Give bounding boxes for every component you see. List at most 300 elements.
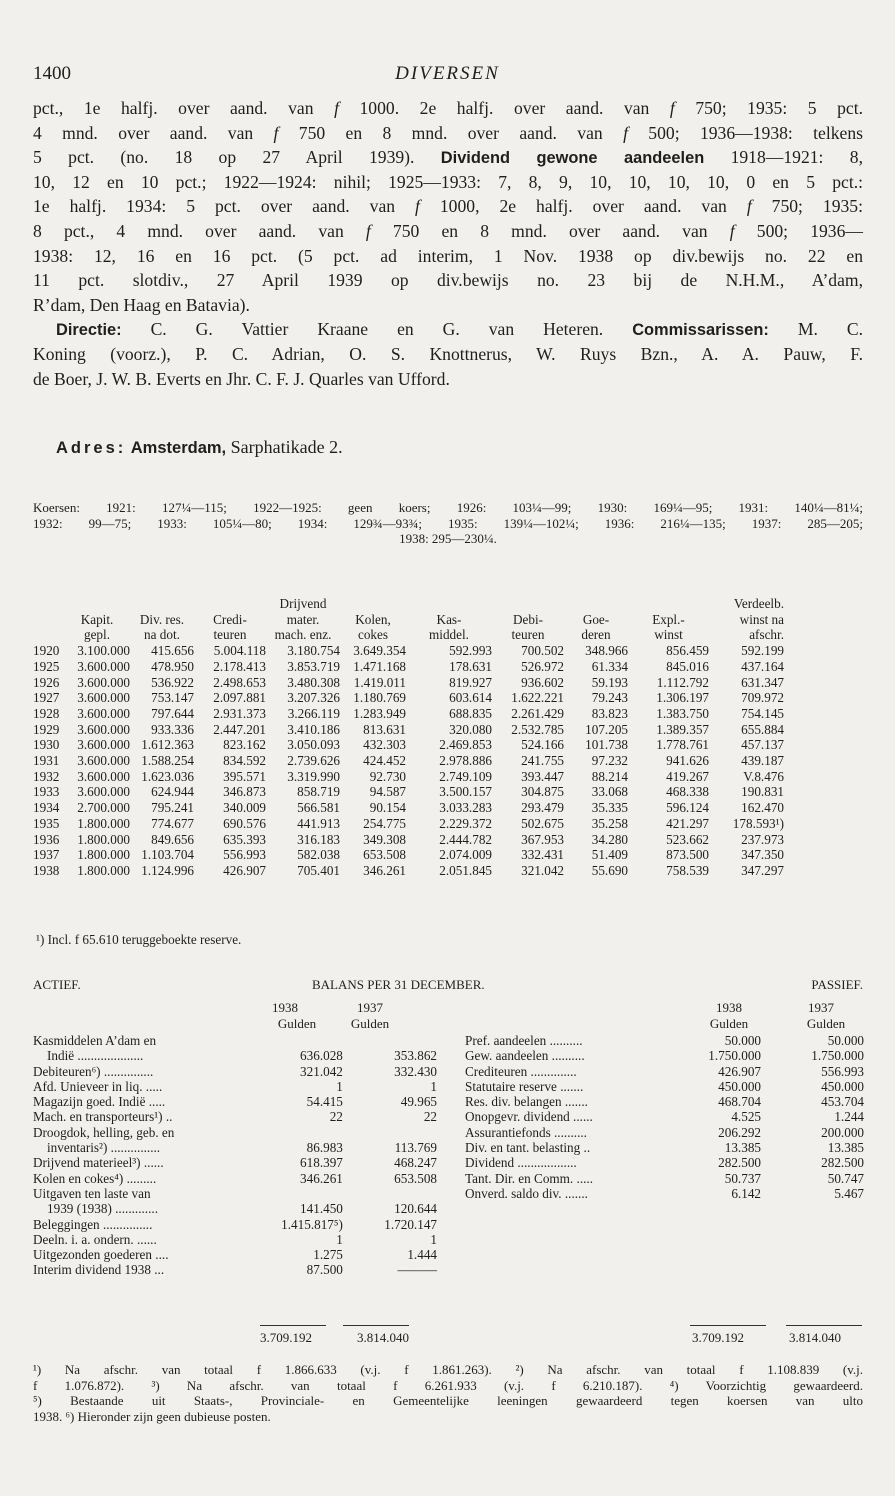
florin-sign: f [669,98,675,118]
table-cell: 3.600.000 [77,784,130,800]
table-cell: 1.103.704 [141,847,194,863]
text-run: 1000. 2e halfj. over aand. van [338,98,670,118]
table-cell: 3.266.119 [287,705,340,721]
table-cell: 856.459 [666,643,709,659]
table-cell: 705.401 [297,862,340,878]
passief-unit-1938: Gulden [709,1016,749,1031]
table-cell: 241.755 [521,753,564,769]
balance-row [33,1033,437,1048]
balance-row [33,1064,437,1079]
address-city: Amsterdam, [130,439,227,457]
balance-row [33,1171,437,1186]
balance-row [465,1033,864,1048]
balance-item-label: Indië .................... [47,1048,144,1064]
table-cell: V.8.476 [743,768,784,784]
table-cell: 3.319.990 [287,768,340,784]
column-header [64,596,130,612]
table-cell: 478.950 [151,658,194,674]
address-street: Sarphatikade 2. [230,437,343,457]
column-header: middel. [429,627,469,643]
table-cell: 1.612.363 [141,737,194,753]
table-row [33,863,784,879]
balance-row [465,1186,864,1201]
balance-item-value: 50.000 [827,1033,864,1048]
column-header [33,612,64,628]
table-cell: 566.581 [297,800,340,816]
balance-item-value: 321.042 [300,1063,343,1079]
balance-item-label: Drijvend materieel³) ...... [33,1155,164,1171]
table-cell: 3.033.283 [439,800,492,816]
body-line [33,194,863,219]
actief-year-1938: 1938 [272,1000,298,1015]
table-cell: 3.410.186 [287,721,340,737]
balans-footnote-line: f 1.076.872). ³) Na afschr. van totaal f 6.261.933 (v.j. f 6.210.187). ⁴) Voorzichtig gewaardeerd. [33,1377,863,1393]
balance-item-label: 1939 (1938) ............. [47,1201,158,1217]
balance-item-value: 206.292 [718,1124,761,1140]
table-cell: 340.009 [223,800,266,816]
actief-total-1938: 3.709.192 [260,1330,312,1345]
balance-item-value: 50.737 [724,1170,761,1186]
actief-list [33,1033,435,1278]
table-cell: 2.229.372 [439,815,492,831]
balance-item-label: Kolen en cokes⁴) ......... [33,1170,157,1186]
table-cell: 293.479 [521,800,564,816]
balance-item-value: 618.397 [300,1155,343,1171]
table-row [33,706,784,722]
table-cell: 709.972 [741,690,784,706]
table-cell: 592.993 [449,643,492,659]
balance-item-label: Afd. Unieveer in liq. ..... [33,1078,163,1094]
table-cell: 1.800.000 [77,862,130,878]
balance-row [465,1048,864,1063]
table-cell: 3.100.000 [77,643,130,659]
table-cell: 1.588.254 [141,753,194,769]
column-header: na dot. [144,627,180,643]
column-header: Drijvend [279,596,327,611]
balance-item-value: 50.000 [724,1033,761,1048]
balance-item-value: ——— [397,1262,437,1278]
table-cell: 35.258 [591,815,628,831]
table-cell: 688.835 [449,705,492,721]
koersen-line: 1938: 295—230¼. [399,531,497,547]
balance-item-value: 1.415.817⁵) [281,1216,343,1232]
actief-sum-rule-1937 [343,1325,409,1326]
table-cell: 754.145 [741,705,784,721]
table-cell: 819.927 [449,674,492,690]
body-line [33,244,863,269]
table-cell: 936.602 [521,674,564,690]
column-header [33,596,64,612]
balance-item-value [343,1186,437,1201]
table-cell: 873.500 [666,847,709,863]
table-cell: 596.124 [666,800,709,816]
column-header [564,596,628,612]
table-cell: 316.183 [297,831,340,847]
table-cell: 441.913 [297,815,340,831]
florin-sign: f [334,98,339,118]
passief-label: PASSIEF. [811,977,863,992]
table-cell: 1.306.197 [656,690,709,706]
balance-item-value: 1 [336,1078,343,1094]
table-cell: 933.336 [151,721,194,737]
table-cell: 1.778.761 [656,737,709,753]
table-cell: 1.112.792 [656,674,709,690]
running-head: DIVERSEN [395,63,500,84]
column-header [130,596,194,612]
balance-item-value: 1 [430,1231,437,1247]
balance-item-value [259,1125,343,1140]
balance-item-value [259,1033,343,1048]
column-header: mater. [286,611,320,627]
year-cell: 1936 [33,831,60,847]
table-cell: 1.800.000 [77,815,130,831]
balance-item-value: 113.769 [394,1140,437,1156]
financial-table [33,596,784,879]
florin-sign: f [365,220,371,241]
page-number: 1400 [33,63,71,84]
table-cell: 162.470 [741,800,784,816]
balance-item-value: 346.261 [300,1170,343,1186]
column-header: Kas- [436,611,462,627]
balance-item-label: Gew. aandeelen .......... [465,1048,585,1064]
balance-item-label: Pref. aandeelen .......... [465,1033,583,1048]
table-cell: 3.600.000 [77,674,130,690]
table-cell: 468.338 [666,784,709,800]
balance-item-value [259,1186,343,1201]
text-run: 500; 1936—1938: telkens [627,122,863,143]
table-footnote: ¹) Incl. f 65.610 teruggeboekte reserve. [36,932,242,947]
balance-item-label: inventaris²) ............... [47,1140,161,1156]
table-cell: 624.944 [151,784,194,800]
table-cell: 556.993 [223,847,266,863]
table-cell: 845.016 [666,658,709,674]
balance-row [33,1094,437,1109]
text-run: C. G. Vattier Kraane en G. van Heteren. [121,319,633,340]
table-cell: 823.162 [223,737,266,753]
passief-sum-rule-1938 [690,1325,766,1326]
table-cell: 523.662 [666,831,709,847]
table-cell: 758.539 [666,862,709,878]
year-cell: 1938 [33,862,60,878]
passief-total-1937: 3.814.040 [789,1330,841,1345]
text-run: 4 mnd. over aand. van [33,122,274,143]
table-cell: 237.973 [741,831,784,847]
balans-footnotes [33,1362,863,1424]
text-run: 1918—1921: 8, [704,147,863,168]
table-cell: 1.622.221 [511,690,564,706]
balance-item-value: 5.467 [834,1185,864,1201]
table-row [33,753,784,769]
balance-row [33,1247,437,1262]
address-label: Adres: [56,439,127,457]
column-header [628,596,709,612]
florin-sign: f [415,196,420,217]
table-cell: 690.576 [223,815,266,831]
column-header: afschr. [749,627,784,643]
table-cell: 34.280 [591,831,628,847]
table-cell: 1.800.000 [77,831,130,847]
table-row [33,769,784,785]
table-row [33,722,784,738]
florin-sign: f [623,122,628,143]
column-header: teuren [213,627,247,643]
table-cell: 526.972 [521,658,564,674]
table-cell: 3.600.000 [77,690,130,706]
column-header: winst [654,627,683,643]
table-cell: 3.600.000 [77,737,130,753]
text-run: pct., 1e halfj. over aand. van [33,98,335,118]
balance-row [33,1155,437,1170]
passief-list [465,1033,864,1201]
table-cell: 2.498.653 [213,674,266,690]
table-cell: 1.383.750 [656,705,709,721]
balance-item-value [343,1125,437,1140]
balance-item-value: 1.275 [313,1247,343,1263]
table-cell: 3.600.000 [77,721,130,737]
balance-item-label: Deeln. i. a. ondern. ...... [33,1231,157,1247]
actief-unit-1937: Gulden [350,1016,390,1031]
balance-row [465,1079,864,1094]
balance-item-value: 1.720.147 [384,1216,437,1232]
text-run: R’dam, Den Haag en Batavia). [33,294,250,315]
column-header: Kolen, [355,611,391,627]
balance-item-value: 4.525 [731,1109,761,1125]
table-cell: 178.631 [449,658,492,674]
balance-item-label: Interim dividend 1938 ... [33,1262,165,1278]
koersen-text [33,500,863,547]
table-cell: 655.884 [741,721,784,737]
table-cell: 393.447 [521,768,564,784]
year-cell: 1927 [33,690,60,706]
column-header: mach. enz. [274,627,332,643]
passief-total-1938: 3.709.192 [692,1330,744,1345]
table-cell: 3.600.000 [77,768,130,784]
balance-item-value: 22 [423,1109,437,1125]
table-cell: 700.502 [521,643,564,659]
table-cell: 92.730 [369,768,406,784]
table-row [33,832,784,848]
table-cell: 1.283.949 [353,705,406,721]
table-cell: 79.243 [591,690,628,706]
table-row [33,643,784,659]
column-header: Expl.- [652,611,685,627]
florin-sign: f [729,220,735,241]
table-cell: 635.393 [223,831,266,847]
balance-item-label: Droogdok, helling, geb. en [33,1124,175,1140]
actief-unit-1938: Gulden [277,1016,317,1031]
table-cell: 631.347 [741,674,784,690]
table-cell: 33.068 [591,784,628,800]
balance-item-label: Dividend .................. [465,1155,577,1171]
balance-item-value [343,1033,437,1048]
text-run: 8 pct., 4 mnd. over aand. van [33,220,366,241]
balance-item-value: 426.907 [718,1063,761,1079]
column-header: cokes [357,627,389,643]
table-cell: 5.004.118 [213,643,266,659]
table-row [33,690,784,706]
body-line [33,96,863,121]
year-cell: 1931 [33,753,60,769]
balance-row [465,1125,864,1140]
column-header [340,596,406,612]
balans-footnote-line: ⁵) Bestaande uit Staats-, Provinciale- en Gemeentelijke leeningen gewaardeerd tegen koersen van ulto [33,1393,863,1409]
year-cell: 1937 [33,847,60,863]
balance-item-value: 1 [430,1078,437,1094]
actief-label: ACTIEF. [33,977,81,992]
balance-item-value: 54.415 [306,1094,343,1110]
table-cell: 2.097.881 [213,690,266,706]
passief-year-1938: 1938 [716,1000,742,1015]
table-cell: 254.775 [363,815,406,831]
table-header-row [33,596,784,612]
balance-row [465,1140,864,1155]
body-line [33,268,863,293]
table-cell: 603.614 [449,690,492,706]
florin-sign: f [273,122,279,143]
koersen-line: Koersen: 1921: 127¼—115; 1922—1925: geen koers; 1926: 103¼—99; 1930: 169¼—95; 1931: 140¼—81¼; [33,500,863,515]
balance-item-value: 653.508 [394,1170,437,1186]
text-run: 11 pct. slotdiv., 27 April 1939 op div.bewijs no. 23 bij de N.H.M., A’dam, [33,270,863,291]
table-cell: 3.180.754 [287,643,340,659]
table-cell: 3.600.000 [77,658,130,674]
table-cell: 753.147 [151,690,194,706]
table-cell: 59.193 [591,674,628,690]
table-cell: 653.508 [363,847,406,863]
text-run: 5 pct. (no. 18 op 27 April 1939). [33,147,441,168]
table-cell: 421.297 [666,815,709,831]
balance-item-label: Assurantiefonds .......... [465,1124,587,1140]
table-cell: 61.334 [591,658,628,674]
balance-item-value: 1.750.000 [811,1048,864,1064]
koersen-line: 1932: 99—75; 1933: 105¼—80; 1934: 129¾—93¾; 1935: 139¼—102¼; 1936: 216¼—135; 1937: 285—205; [33,515,863,531]
year-cell: 1935 [33,815,60,831]
table-cell: 3.500.157 [439,784,492,800]
table-cell: 3.853.719 [287,658,340,674]
body-line [33,293,863,318]
table-cell: 97.232 [591,753,628,769]
text-run: 750 en 8 mnd. over aand. van [278,122,624,143]
balance-row [33,1217,437,1232]
table-cell: 190.831 [741,784,784,800]
table-cell: 1.623.036 [141,768,194,784]
balance-item-value: 86.983 [306,1140,343,1156]
column-header: winst na [739,611,784,627]
table-cell: 90.154 [369,800,406,816]
table-cell: 849.656 [151,831,194,847]
table-cell: 94.587 [369,784,406,800]
body-line [33,367,863,392]
table-cell: 432.303 [363,737,406,753]
balance-item-value: 120.644 [394,1201,437,1217]
table-cell: 3.480.308 [287,674,340,690]
table-cell: 2.178.413 [213,658,266,674]
table-cell: 834.592 [223,753,266,769]
table-cell: 3.600.000 [77,705,130,721]
balance-item-value: 87.500 [306,1262,343,1278]
balance-item-value: 556.993 [821,1063,864,1079]
table-cell: 3.649.354 [353,643,406,659]
table-cell: 774.677 [151,815,194,831]
balance-item-value: 282.500 [718,1155,761,1171]
column-header [194,596,266,612]
table-cell: 3.207.326 [287,690,340,706]
text-run: 1e halfj. 1934: 5 pct. over aand. van [33,196,416,217]
table-cell: 349.308 [363,831,406,847]
balance-item-value: 13.385 [827,1140,864,1156]
passief-sum-rule-1937 [786,1325,862,1326]
column-header: Div. res. [139,611,185,627]
table-cell: 2.444.782 [439,831,492,847]
year-cell: 1932 [33,768,60,784]
balance-item-value: 1.444 [407,1247,437,1263]
text-run: 1938: 12, 16 en 16 pct. (5 pct. ad interim, 1 Nov. 1938 op div.bewijs no. 22 en [33,245,863,266]
balance-row [33,1109,437,1124]
table-cell: 1.389.357 [656,721,709,737]
table-cell: 424.452 [363,753,406,769]
year-cell: 1930 [33,737,60,753]
text-run: 750 en 8 mnd. over aand. van [370,220,730,241]
column-header: Debi- [512,611,544,627]
text-run: M. C. [768,319,863,340]
balance-item-label: Debiteuren⁶) ............... [33,1063,154,1079]
text-run: Koning (voorz.), P. C. Adrian, O. S. Knottnerus, W. Ruys Bzn., A. A. Pauw, F. [33,343,863,364]
balance-row [465,1155,864,1170]
text-run: de Boer, J. W. B. Everts en Jhr. C. F. J. Quarles van Ufford. [33,368,450,389]
year-cell: 1934 [33,800,60,816]
column-header: Kapit. [80,611,114,627]
table-cell: 2.261.429 [511,705,564,721]
balance-item-label: Onverd. saldo div. ....... [465,1185,588,1201]
table-cell: 858.719 [297,784,340,800]
balance-item-value: 49.965 [400,1094,437,1110]
balance-item-label: Beleggingen ............... [33,1216,153,1232]
text-run: 500; 1936— [734,220,863,241]
balance-row [33,1079,437,1094]
balance-row [33,1201,437,1216]
body-text [33,96,863,391]
body-line [33,219,863,244]
balans-footnote-line: ¹) Na afschr. van totaal f 1.866.633 (v.j. f 1.861.263). ²) Na afschr. van totaal f 1.108.839 (v.j. [33,1362,863,1377]
balans-title: BALANS PER 31 DECEMBER. [312,977,485,992]
text-run: 750; 1935: 5 pct. [674,98,863,118]
table-cell: 419.267 [666,768,709,784]
balance-row [33,1262,437,1277]
table-cell: 536.922 [151,674,194,690]
column-header: deren [581,627,611,643]
table-header-row [33,612,784,628]
florin-sign: f [746,196,752,217]
table-cell: 795.241 [151,800,194,816]
balance-item-label: Onopgevr. dividend ...... [465,1109,593,1125]
table-cell: 457.137 [741,737,784,753]
table-cell: 178.593¹) [732,815,784,831]
table-cell: 367.953 [521,831,564,847]
balance-item-value: 200.000 [821,1124,864,1140]
table-cell: 2.739.626 [287,753,340,769]
year-cell: 1920 [33,643,60,659]
table-cell: 107.205 [585,721,628,737]
table-cell: 437.164 [741,658,784,674]
balance-row [465,1171,864,1186]
table-row [33,784,784,800]
balance-item-label: Mach. en transporteurs¹) .. [33,1109,173,1125]
bold-term: Commissarissen: [632,321,769,340]
table-cell: 321.042 [521,862,564,878]
balance-item-value: 13.385 [724,1140,761,1156]
table-cell: 2.469.853 [439,737,492,753]
column-header [492,596,564,612]
balance-item-label: Div. en tant. belasting .. [465,1140,591,1156]
